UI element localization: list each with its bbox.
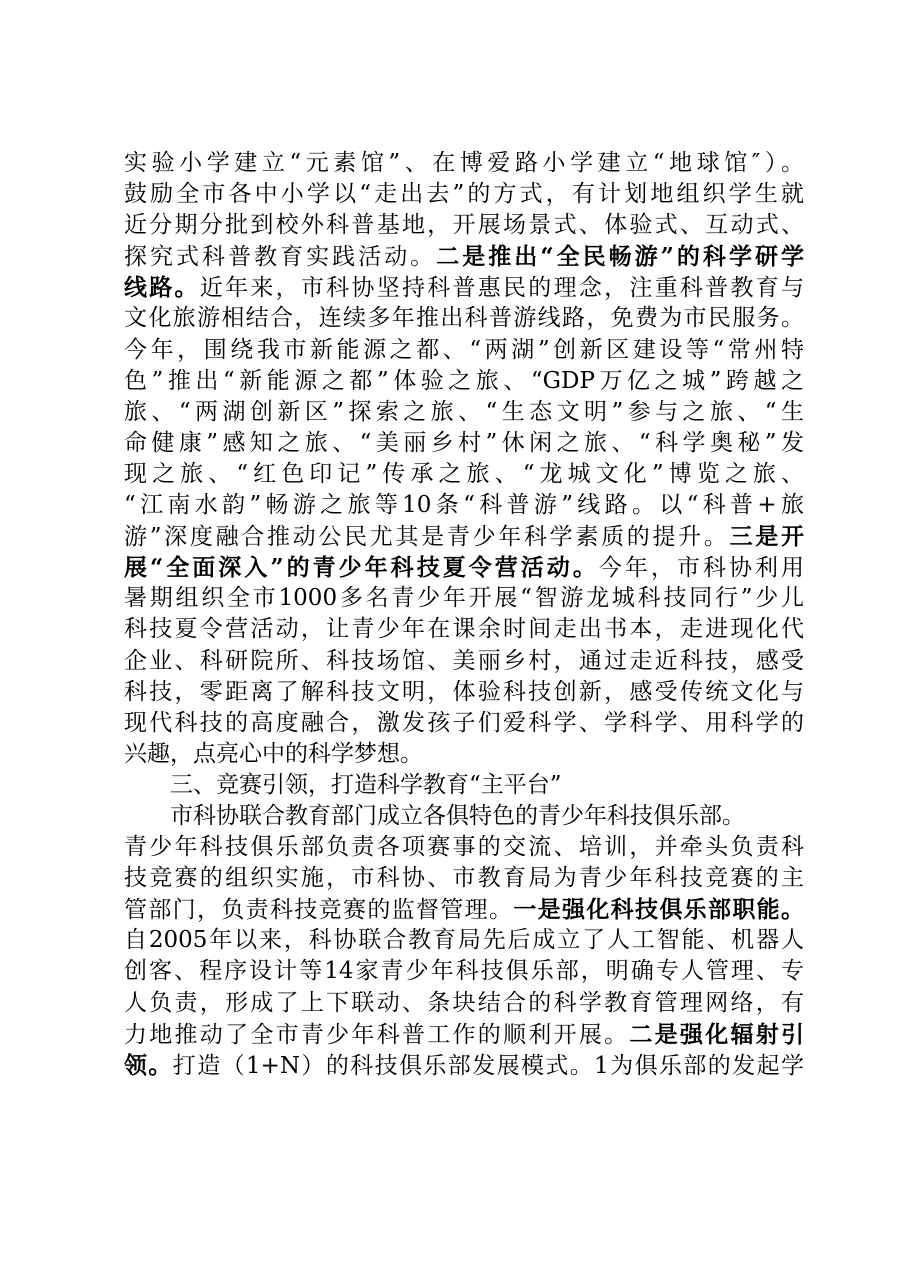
text-line — [124, 583, 804, 614]
text-line — [124, 956, 804, 987]
text-line — [124, 1050, 804, 1081]
bold-text: 线路。 — [124, 274, 200, 302]
text-run: 今年，市科协利用 — [598, 555, 805, 582]
text-line — [124, 366, 804, 397]
text-line — [124, 863, 804, 894]
text-line — [124, 552, 804, 583]
text-run: 色”推出“新能源之都”体验之旅、“GDP万亿之城”跨越之 — [124, 367, 804, 394]
text-run: 实验小学建立“元素馆”、在博爱路小学建立“地球馆″）。 — [124, 150, 804, 176]
document-body — [124, 148, 804, 1081]
text-line — [124, 459, 804, 490]
paragraph-competitions — [124, 801, 804, 1081]
text-run: 暑期组织全市1000多名青少年开展“智游龙城科技同行”少儿 — [124, 585, 804, 612]
text-run: 力地推动了全市青少年科普工作的顺利开展。 — [124, 1021, 630, 1048]
text-line — [124, 490, 804, 521]
text-line — [124, 801, 804, 832]
text-run: 文化旅游相结合，连续多年推出科普游线路，免费为市民服务。 — [124, 305, 804, 332]
text-run: 技竞赛的组织实施，市科协、市教育局为青少年科技竞赛的主 — [124, 865, 804, 892]
text-run: 现代科技的高度融合，激发孩子们爱科学、学科学、用科学的 — [124, 709, 804, 736]
text-run: 游”深度融合推动公民尤其是青少年科学素质的提升。 — [124, 524, 730, 551]
text-line — [124, 303, 804, 334]
text-line — [124, 708, 804, 739]
text-line — [124, 179, 804, 210]
text-run: 近年来，市科协坚持科普惠民的理念，注重科普教育与 — [199, 275, 805, 302]
bold-text: 三是开 — [729, 523, 804, 551]
text-line — [124, 241, 804, 272]
text-run: 现之旅、“红色印记”传承之旅、“龙城文化”博览之旅、 — [124, 460, 804, 487]
text-line — [124, 614, 804, 645]
paragraph-outings — [124, 148, 804, 770]
text-line — [124, 335, 804, 366]
bold-text: 二是推出“全民畅游”的科学研学 — [436, 243, 804, 271]
text-run: 旅、“两湖创新区”探索之旅、“生态文明”参与之旅、“生 — [124, 398, 804, 425]
text-run: 青少年科技俱乐部负责各项赛事的交流、培训，并牵头负责科 — [124, 834, 804, 861]
text-run: 自2005年以来，科协联合教育局先后成立了人工智能、机器人 — [124, 927, 804, 954]
bold-text: 领。 — [124, 1051, 173, 1079]
text-line — [124, 739, 804, 770]
bold-text: 二是强化辐射引 — [629, 1020, 805, 1048]
text-run: 命健康”感知之旅、“美丽乡村”休闲之旅、“科学奥秘”发 — [124, 429, 804, 456]
text-line — [124, 988, 804, 1019]
text-run: 打造（1+N）的科技俱乐部发展模式。1为俱乐部的发起学 — [172, 1052, 804, 1079]
text-line — [124, 148, 804, 179]
text-run: 人负责，形成了上下联动、条块结合的科学教育管理网络，有 — [124, 989, 804, 1016]
text-run: 企业、科研院所、科技场馆、美丽乡村，通过走近科技，感受 — [124, 647, 804, 674]
text-run: 探究式科普教育实践活动。 — [124, 244, 437, 271]
text-line — [124, 1019, 804, 1050]
text-run: 科技夏令营活动，让青少年在课余时间走出书本，走进现化代 — [124, 616, 804, 643]
text-run: 鼓励全市各中小学以“走出去”的方式，有计划地组织学生就 — [124, 181, 804, 208]
section-heading: 三、竞赛引领，打造科学教育“主平台” — [170, 771, 562, 798]
text-run: “江南水韵”畅游之旅等10条“科普游”线路。以“科普+旅 — [124, 492, 804, 519]
text-line — [124, 272, 804, 303]
text-line — [124, 832, 804, 863]
text-run: 管部门，负责科技竞赛的监督管理。 — [124, 897, 514, 924]
text-run: 近分期分批到校外科普基地，开展场景式、体验式、互动式、 — [124, 212, 804, 239]
text-line — [124, 646, 804, 677]
text-line — [124, 397, 804, 428]
text-run: 科技，零距离了解科技文明，体验科技创新，感受传统文化与 — [124, 678, 804, 705]
bold-text: 一是强化科技俱乐部职能。 — [513, 896, 805, 924]
text-run: 今年，围绕我市新能源之都、“两湖”创新区建设等“常州特 — [124, 336, 804, 363]
text-line — [124, 925, 804, 956]
text-run: 创客、程序设计等14家青少年科技俱乐部，明确专人管理、专 — [124, 958, 804, 985]
text-line — [124, 677, 804, 708]
text-line — [124, 428, 804, 459]
text-line — [124, 894, 804, 925]
text-run: 兴趣，点亮心中的科学梦想。 — [124, 740, 423, 767]
text-line — [124, 521, 804, 552]
text-run: 市科协联合教育部门成立各俱特色的青少年科技俱乐部。 — [170, 802, 745, 829]
bold-text: 展“全面深入”的青少年科技夏令营活动。 — [124, 554, 599, 582]
text-line — [124, 210, 804, 241]
